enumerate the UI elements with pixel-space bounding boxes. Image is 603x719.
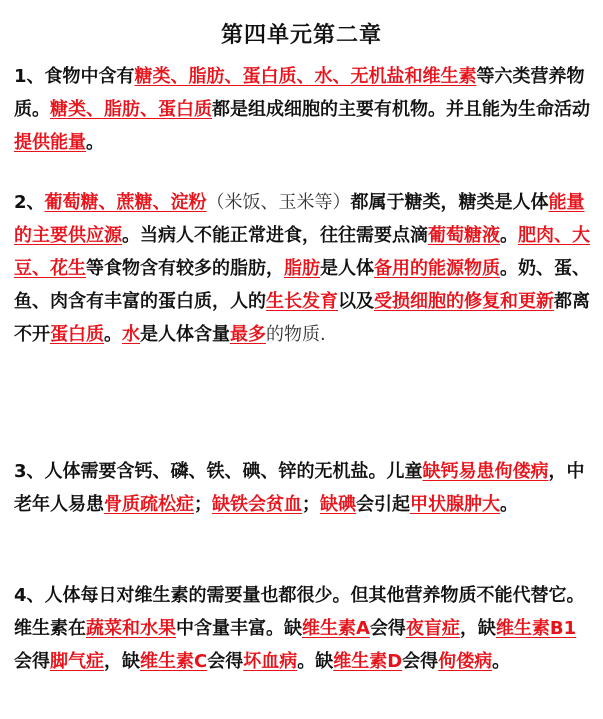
highlighted-term: 蛋白质: [50, 324, 104, 345]
text-segment: 。: [492, 651, 511, 672]
text-segment: ，缺: [459, 618, 496, 639]
text-segment: 。: [104, 324, 122, 345]
text-segment: 都离不开: [14, 291, 590, 345]
paragraph-4: [14, 579, 594, 678]
text-segment: 。: [500, 225, 518, 246]
text-segment: 1、食物中含有: [14, 66, 135, 87]
text-segment: 等六类营养物质。: [14, 66, 585, 120]
text-segment: 2、: [14, 192, 45, 213]
text-segment: 3、人体需要含钙、磷、铁、碘、锌的无机盐。儿童: [14, 461, 423, 482]
text-segment: 会得: [207, 651, 244, 672]
highlighted-term: 缺碘: [320, 494, 356, 515]
highlighted-term: 生长发育: [266, 291, 338, 312]
text-segment: 会得: [402, 651, 439, 672]
text-segment: 4、人体每日对维生素的需要量也都很少。但其他营养物质不能代替它。维生素在: [14, 585, 585, 639]
highlighted-term: 水: [122, 324, 140, 345]
text-segment: 。当病人不能正常进食，往往需要点滴: [122, 225, 428, 246]
highlighted-term: 夜盲症: [405, 618, 460, 639]
highlighted-term: 缺铁会贫血: [212, 494, 302, 515]
highlighted-term: 提供能量: [14, 132, 86, 153]
paragraph-2: [14, 186, 594, 351]
highlighted-term: 脂肪: [284, 258, 320, 279]
text-segment: 中含量丰富。缺: [176, 618, 302, 639]
text-segment: 会得: [369, 618, 406, 639]
text-segment: （米饭、玉米等）: [206, 192, 351, 213]
text-segment: 会得: [14, 651, 50, 672]
paragraph-3: [14, 455, 594, 521]
text-segment: ；: [194, 494, 212, 515]
text-segment: ；: [302, 494, 320, 515]
highlighted-term: 维生素D: [333, 651, 403, 672]
highlighted-term: 蔬菜和水果: [86, 618, 176, 639]
highlighted-term: 肥肉、大豆、花生: [14, 225, 590, 279]
text-segment: 。奶、蛋、鱼、肉含有丰富的蛋白质，人的: [14, 258, 590, 312]
highlighted-term: 脚气症: [50, 651, 104, 672]
text-segment: ，中老年人易患: [14, 461, 585, 515]
highlighted-term: 维生素A: [302, 618, 370, 639]
text-segment: ，缺: [104, 651, 140, 672]
page-title: 第四单元第二章: [220, 23, 382, 48]
highlighted-term: 缺钙易患佝偻病: [422, 461, 549, 482]
highlighted-term: 维生素B1: [495, 618, 577, 639]
text-segment: 都属于糖类，糖类是人体: [350, 192, 549, 213]
text-segment: 。: [500, 494, 518, 515]
highlighted-term: 甲状腺肿大: [410, 494, 500, 515]
highlighted-term: 坏血病: [243, 651, 298, 672]
text-segment: 是人体含量: [140, 324, 230, 345]
text-segment: 的物质.: [266, 324, 326, 345]
paragraph-1: [14, 60, 594, 159]
highlighted-term: 骨质疏松症: [104, 494, 194, 515]
highlighted-term: 葡萄糖液: [428, 225, 500, 246]
text-segment: 都是组成细胞的主要有机物。并且能为生命活动: [212, 99, 590, 120]
highlighted-term: 糖类、脂肪、蛋白质: [50, 99, 212, 120]
highlighted-term: 能量的主要供应源: [14, 192, 585, 246]
highlighted-term: 备用的能源物质: [374, 258, 500, 279]
highlighted-term: 最多: [230, 324, 266, 345]
highlighted-term: 受损细胞的修复和更新: [374, 291, 554, 312]
text-segment: 是人体: [320, 258, 374, 279]
highlighted-term: 维生素C: [140, 651, 208, 672]
text-segment: 。缺: [297, 651, 334, 672]
text-segment: 会引起: [356, 494, 410, 515]
highlighted-term: 佝偻病: [438, 651, 493, 672]
highlighted-term: 葡萄糖、蔗糖、淀粉: [44, 192, 207, 213]
text-segment: 。: [86, 132, 104, 153]
highlighted-term: 糖类、脂肪、蛋白质、水、无机盐和维生素: [134, 66, 477, 87]
text-segment: 以及: [338, 291, 374, 312]
text-segment: 等食物含有较多的脂肪，: [86, 258, 284, 279]
